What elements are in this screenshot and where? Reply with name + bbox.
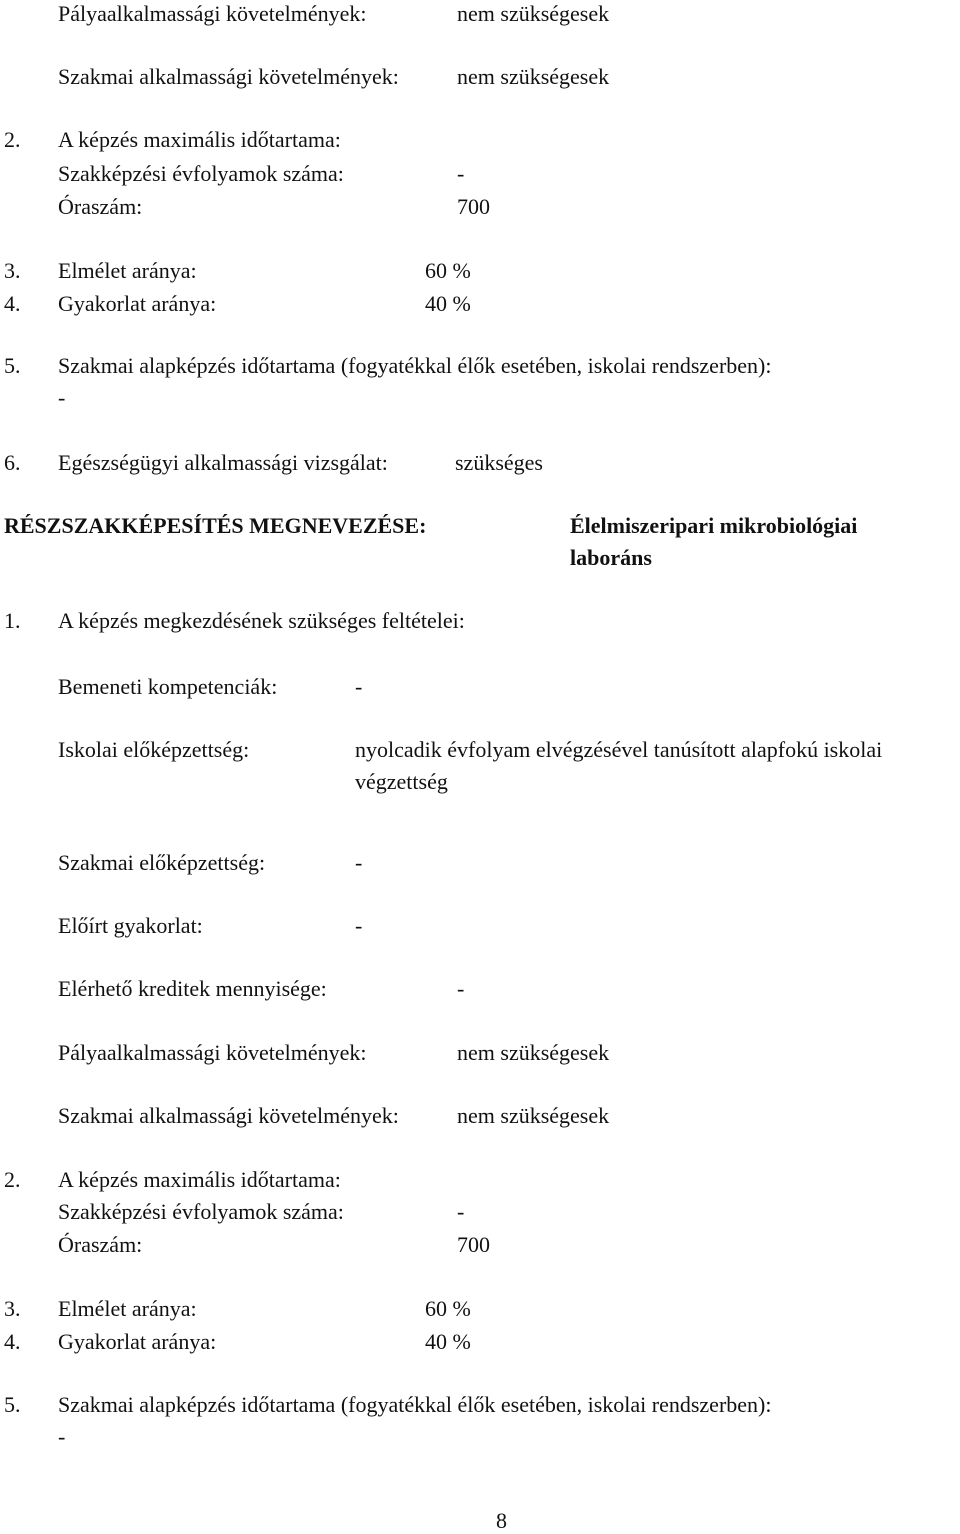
eloirt-gyakorlat-value: - [355,913,363,938]
item-1-number: 1. [4,608,21,633]
palya-value-2: nem szükségesek [457,1040,610,1065]
iskolai-value-line2: végzettség [355,769,448,794]
evfolyam-value-2: - [457,1199,465,1224]
oraszam-value: 700 [457,194,490,219]
item-6-value: szükséges [455,450,543,475]
item-6-label: Egészségügyi alkalmassági vizsgálat: [58,450,388,475]
item-2-number-2: 2. [4,1167,21,1192]
item-3-number-2: 3. [4,1296,21,1321]
item-4-label-2: Gyakorlat aránya: [58,1329,217,1354]
evfolyam-label: Szakképzési évfolyamok száma: [58,161,344,186]
palya-label: Pályaalkalmassági követelmények: [58,1,367,26]
item-3-number: 3. [4,258,21,283]
palya-value: nem szükségesek [457,1,610,26]
item-5-value: - [58,385,66,410]
item-4-number: 4. [4,291,21,316]
item-2-number: 2. [4,127,21,152]
kredit-label: Elérhető kreditek mennyisége: [58,976,327,1001]
item-3-label: Elmélet aránya: [58,258,197,283]
eloirt-gyakorlat-label: Előírt gyakorlat: [58,913,203,938]
szakmai-alkalmassag-value: nem szükségesek [457,64,610,89]
oraszam-value-2: 700 [457,1232,490,1257]
item-3-value: 60 % [425,258,471,283]
item-5-number: 5. [4,353,21,378]
item-2-label: A képzés maximális időtartama: [58,127,341,152]
item-4-value-2: 40 % [425,1329,471,1354]
item-4-label: Gyakorlat aránya: [58,291,217,316]
section-heading-value-line1: Élelmiszeripari mikrobiológiai [570,513,858,538]
item-5-label-2: Szakmai alapképzés időtartama (fogyatékkal élők esetében, iskolai rendszerben): [58,1392,772,1417]
section-heading-value-line2: laboráns [570,545,652,570]
iskolai-value-line1: nyolcadik évfolyam elvégzésével tanúsított alapfokú iskolai [355,737,883,762]
item-3-value-2: 60 % [425,1296,471,1321]
item-5-label: Szakmai alapképzés időtartama (fogyatékkal élők esetében, iskolai rendszerben): [58,353,772,378]
bemeneti-value: - [355,674,363,699]
evfolyam-value: - [457,161,465,186]
oraszam-label: Óraszám: [58,194,143,219]
bemeneti-label: Bemeneti kompetenciák: [58,674,278,699]
item-5-value-2: - [58,1424,66,1449]
iskolai-label: Iskolai előképzettség: [58,737,250,762]
item-4-number-2: 4. [4,1329,21,1354]
item-1-label: A képzés megkezdésének szükséges feltételei: [58,608,465,633]
page-number: 8 [496,1508,507,1533]
evfolyam-label-2: Szakképzési évfolyamok száma: [58,1199,344,1224]
section-heading: RÉSZSZAKKÉPESÍTÉS MEGNEVEZÉSE: [4,513,427,538]
oraszam-label-2: Óraszám: [58,1232,143,1257]
item-6-number: 6. [4,450,21,475]
item-2-label-2: A képzés maximális időtartama: [58,1167,341,1192]
szakmai-alkalmassag-value-2: nem szükségesek [457,1103,610,1128]
szakmai-alkalmassag-label: Szakmai alkalmassági követelmények: [58,64,399,89]
szakmai-eloképzettseg-label: Szakmai előképzettség: [58,850,266,875]
szakmai-alkalmassag-label-2: Szakmai alkalmassági követelmények: [58,1103,399,1128]
szakmai-eloképzettseg-value: - [355,850,363,875]
item-4-value: 40 % [425,291,471,316]
item-5-number-2: 5. [4,1392,21,1417]
palya-label-2: Pályaalkalmassági követelmények: [58,1040,367,1065]
kredit-value: - [457,976,465,1001]
item-3-label-2: Elmélet aránya: [58,1296,197,1321]
